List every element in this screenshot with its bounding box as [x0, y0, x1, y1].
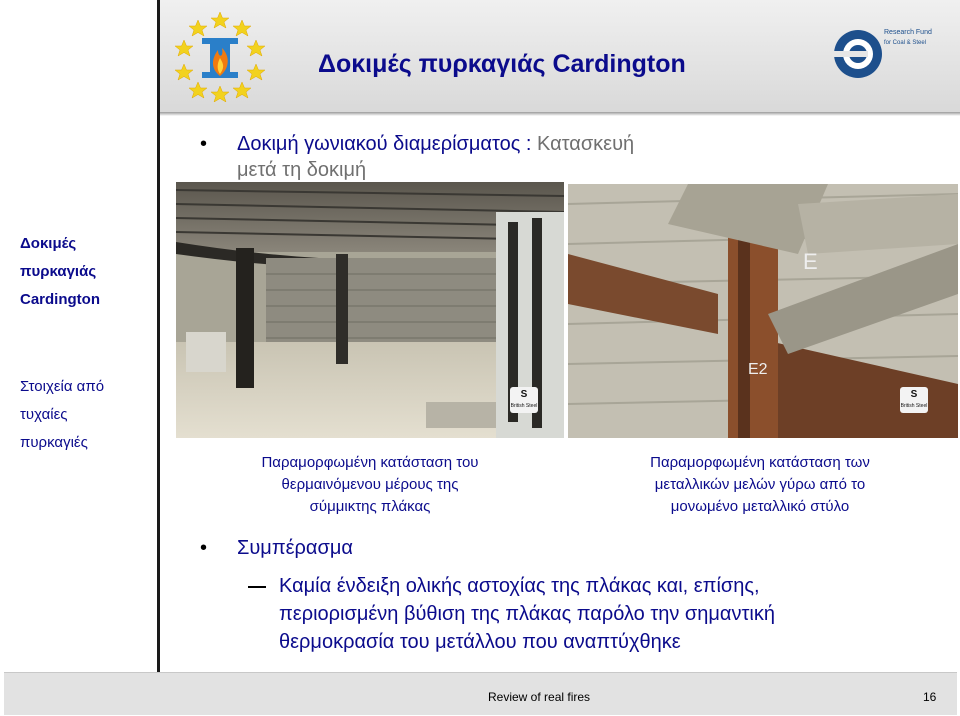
- caption-line: μονωμένο μεταλλικό στύλο: [670, 498, 850, 515]
- svg-text:E2: E2: [748, 361, 768, 378]
- bullet-dot: •: [200, 537, 208, 559]
- sub-bullet-dash: [248, 586, 266, 588]
- svg-text:Research Fund: Research Fund: [884, 29, 932, 36]
- sidebar-line: πυρκαγιάς: [20, 263, 97, 280]
- photo-heated-slab: [176, 182, 564, 438]
- svg-text:for Coal & Steel: for Coal & Steel: [884, 40, 927, 46]
- british-steel-logo: [510, 387, 538, 413]
- caption-line: σύμμικτης πλάκας: [309, 498, 431, 515]
- rfcs-logo: [832, 22, 942, 86]
- sidebar-line: τυχαίες: [20, 406, 68, 423]
- sub-bullet-line: περιορισμένη βύθιση της πλάκας παρόλο την σημαντική: [279, 603, 775, 625]
- page-number: 16: [923, 690, 937, 704]
- sidebar-section-main: [20, 230, 100, 314]
- caption-line: μεταλλικών μελών γύρω από το: [654, 476, 866, 493]
- sidebar-line: Στοιχεία από: [20, 378, 105, 395]
- bullet-dot: •: [200, 133, 208, 155]
- sidebar-line: Cardington: [20, 291, 100, 308]
- photo-steel-members: [568, 184, 958, 438]
- footer-label: Review of real fires: [488, 690, 591, 704]
- footer-bar: [4, 672, 957, 715]
- caption-line: θερμαινόμενου μέρους της: [281, 476, 459, 493]
- bullet-1-continuation: μετά τη δοκιμή: [237, 159, 367, 181]
- photo-caption-1: [220, 452, 520, 518]
- bullet-2-text: Συμπέρασμα: [237, 537, 353, 559]
- bullet-1-main: Δοκιμή γωνιακού διαμερίσματος :: [237, 133, 537, 155]
- sub-bullet-line: Καμία ένδειξη ολικής αστοχίας της πλάκας και, επίσης,: [279, 575, 760, 597]
- british-steel-label: British Steel: [510, 403, 538, 409]
- eu-fire-logo: [172, 10, 268, 102]
- slide-title: Δοκιμές πυρκαγιάς Cardington: [318, 50, 686, 78]
- sub-bullet-line: θερμοκρασία του μετάλλου που αναπτύχθηκε: [279, 631, 681, 653]
- photo-caption-2: [600, 452, 920, 518]
- british-steel-mark: S: [520, 389, 528, 400]
- british-steel-mark: S: [910, 389, 918, 400]
- svg-text:E: E: [803, 249, 818, 274]
- british-steel-label: British Steel: [900, 403, 928, 409]
- header-shadow: [160, 112, 960, 116]
- caption-line: Παραμορφωμένη κατάσταση των: [650, 454, 870, 471]
- sub-bullet-text: [279, 572, 775, 656]
- bullet-1-gray: Κατασκευή: [537, 133, 635, 155]
- british-steel-logo: [900, 387, 928, 413]
- sidebar-section-sub: [20, 373, 104, 457]
- sidebar-line: πυρκαγιές: [20, 434, 88, 451]
- caption-line: Παραμορφωμένη κατάσταση του: [261, 454, 479, 471]
- bullet-1-text: [237, 133, 634, 156]
- sidebar-line: Δοκιμές: [20, 235, 77, 252]
